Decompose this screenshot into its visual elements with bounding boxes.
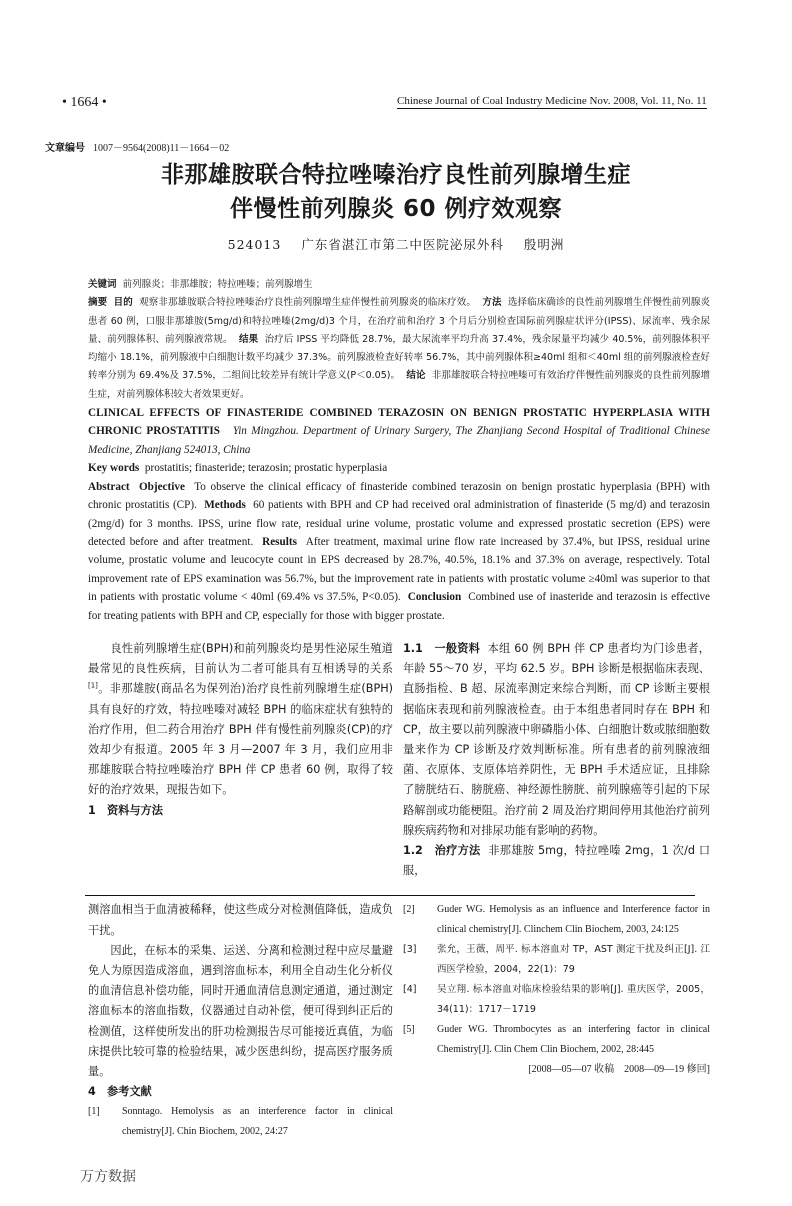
title-line-2: 伴慢性前列腺炎 60 例疗效观察 [229,196,563,222]
article-number [45,142,792,156]
en-title-block [88,404,710,459]
reference-3-text: 张允，王薇，周平. 标本溶血对 TP，AST 测定干扰及纠正[J]. 江西医学检验，2004，22(1)：79 [437,944,710,976]
cn-conclusion-label: 结论 [406,370,426,382]
references-heading: 4 参考文献 [88,1085,152,1099]
en-objective: To observe the clinical efficacy of finasteride combined terazosin on benign prostatic hyperplasia (BPH) with chronic prostatitis (CP). [88,480,710,512]
lower-paragraph-2: 因此，在标本的采集、运送、分离和检测过程中应尽量避免人为原因造成溶血，遇到溶血标本，利用全自动生化分析仪的血清信息补偿功能，同时开通血清信息测定通道，通过测定溶血标本的溶血指数，仪器通过自动补偿，便可得到纠正后的检测值，这样使所发出的肝功检测报告尽可能接近真值，为临床提供比较可靠的检验结果，减少医患纠纷，提高医疗服务质量。 [88,943,393,1079]
reference-5-number: [5] [403,1024,415,1036]
received-dates: [2008—05—07 收稿 2008—09—19 修回] [528,1064,710,1076]
en-title: CLINICAL EFFECTS OF FINASTERIDE COMBINED TERAZOSIN ON BENIGN PROSTATIC HYPERPLASIA WITH CHRONIC PROSTATITIS [88,407,710,438]
en-results: After treatment, maximal urine flow rate increased by 37.4%, but IPSS, residual urine volume, prostatic volume and leucocyte count in EPS decreased by 28.7%, 40.5%, 18.1% and 37.3% on average, respectively. Total improvement rate of EPS examination was 56.7%, but the improvement rate in patients with prostatic volume ≥40ml was superior to that in patients with prostatic volume < 40ml (69.4% vs 37.5%, P<0.05). [88,535,710,604]
cn-results-label: 结果 [238,333,259,345]
en-conclusion-label: Conclusion [407,591,462,604]
en-abstract-label: Abstract [88,480,130,493]
reference-2 [403,900,710,940]
intro-text-a: 良性前列腺增生症(BPH)和前列腺炎均是男性泌尿生殖道最常见的良性疾病，目前认为二者可能具有互相诱导的关系 [88,641,393,676]
body-upper-left [88,639,393,881]
cn-keywords-label: 关键词 [88,279,117,290]
intro-paragraph [88,639,393,801]
reference-4-text: 吴立翔. 标本溶血对临床检验结果的影响[J]. 重庆医学，2005，34(11)：1717－1719 [437,984,710,1016]
reference-2-text: Guder WG. Hemolysis as an influence and Interference factor in clinical chemistry[J]. Clinchem Clin Biochem, 2003, 24:125 [437,904,710,936]
running-header [0,0,792,142]
en-conclusion: Combined use of inasteride and terazosin is effective for treating patients with BPH and CP, especially for those with bigger prostate. [88,591,711,622]
section-1-2-label: 1.2 治疗方法 [403,843,481,857]
section-1-1-label: 1.1 一般资料 [403,641,481,655]
author-name: 殷明洲 [523,237,565,252]
section-1-1 [403,639,710,841]
body-lower-left [88,900,393,1142]
article-number-value: 1007－9564(2008)11－1664－02 [93,143,230,154]
en-abstract [88,478,710,625]
article-number-label: 文章编号 [45,143,85,154]
cn-methods: 选择临床确诊的良性前列腺增生伴慢性前列腺炎患者 60 例，口服非那雄胺(5mg/d)和特拉唑嗪(2mg/d)3 个月，在治疗前和治疗 3 个月后分别检查国际前列腺症状评分(IPSS)、尿流率、残余尿量、前列腺体积、前列腺液常规。 [88,297,710,345]
reference-3-number: [3] [403,944,417,956]
lower-paragraph-1: 测溶血相当于血清被稀释，使这些成分对检测值降低，造成负干扰。 [88,903,393,937]
affiliation: 广东省湛江市第二中医院泌尿外科 [301,237,504,252]
en-methods-label: Methods [204,499,246,512]
reference-1-number: [1] [88,1106,100,1118]
body-upper-right [403,639,710,881]
postcode: 524013 [227,237,282,252]
en-byline: Yin Mingzhou. Department of Urinary Surgery, The Zhanjiang Second Hospital of Traditional Chinese Medicine, Zhanjiang 524013, China [88,425,711,456]
cn-objective: 观察非那雄胺联合特拉唑嗪治疗良性前列腺增生症伴慢性前列腺炎的临床疗效。 [139,297,477,309]
cn-conclusion: 非那雄胺联合特拉唑嗪可有效治疗伴慢性前列腺炎的良性前列腺增生症，对前列腺体积较大者效果更好。 [88,370,710,400]
en-keywords-text: prostatitis; finasteride; terazosin; prostatic hyperplasia [144,462,388,475]
reference-1 [88,1102,393,1142]
cn-objective-label: 目的 [113,297,133,309]
cn-keywords [88,276,710,294]
section-1-heading: 1 资料与方法 [88,803,163,817]
author-line [0,236,792,254]
cn-abstract-label: 摘要 [88,297,108,309]
page-number: • 1664 • [62,95,107,110]
title-line-1: 非那雄胺联合特拉唑嗪治疗良性前列腺增生症 [161,162,631,188]
title-block [0,158,792,226]
section-separator [85,895,695,896]
citation-1: [1] [88,681,98,690]
en-objective-label: Objective [138,480,185,493]
reference-4 [403,980,710,1020]
section-1-2-text: 非那雄胺 5mg，特拉唑嗪 2mg，1 次/d 口服， [403,843,711,878]
body-lower-right [403,900,710,1142]
body-upper [88,639,710,881]
reference-2-number: [2] [403,904,415,916]
intro-text-b: 。非那雄胺(商品名为保列治)治疗良性前列腺增生症(BPH)具有良好的疗效，特拉唑嗪对减轻 BPH 的临床症状有独特的治疗作用，但二药合用治疗 BPH 伴有慢性前列腺炎(CP)的疗效却少有报道。2005 年 3 月—2007 年 3 月，我们应用非那雄胺联合特拉唑嗪治疗 BPH 伴 CP 患者 60 例，取得了较好的治疗效果，现报告如下。 [88,682,393,797]
body-lower [88,900,710,1142]
section-1-2 [403,841,710,881]
watermark-wanfang: 万方数据 [80,1169,136,1186]
cn-abstract [88,294,710,404]
en-methods: 60 patients with BPH and CP had received oral administration of finasteride (5 mg/d) and terazosin (2mg/d) for 3 months. IPSS, urine flow rate, residual urine volume, prostatic volume and expressed prostatic secretion (EPS) were detected before and after treatment. [88,499,711,548]
en-keywords [88,459,710,477]
en-keywords-label: Key words [88,462,140,475]
en-results-label: Results [262,535,297,548]
cn-keywords-text: 前列腺炎；非那雄胺；特拉唑嗪；前列腺增生 [122,279,313,290]
section-1-1-text: 本组 60 例 BPH 伴 CP 患者均为门诊患者，年龄 55～70 岁，平均 62.5 岁。BPH 诊断是根据临床表现、直肠指检、B 超、尿流率测定来综合判断，而 CP 诊断主要根据临床表现和前列腺液检查。由于本组患者同时存在 BPH 和 CP，故主要以前列腺液中卵磷脂小体、白细胞计数或脓细胞数量来作为 CP 诊断及疗效判断标准。所有患者的前列腺液细菌、衣原体、支原体培养阴性，无 BPH 手术适应证，且排除了膀胱结石、膀胱癌、神经源性膀胱、前列腺癌等引起的下尿路解剖或功能梗阻。治疗前 2 周及治疗期间停用其他治疗前列腺疾病药物和对排尿功能有影响的药物。 [403,641,710,837]
reference-3 [403,940,710,980]
cn-results: 治疗后 IPSS 平均降低 28.7%，最大尿流率平均升高 37.4%，残余尿量平均减少 40.5%，前列腺体积平均缩小 18.1%，前列腺液中白细胞计数平均减少 37.3%。前列腺液检查好转率 56.7%，其中前列腺体积≥40ml 组和＜40ml 组的前列腺液检查好转率分别为 69.4%及 37.5%，二组间比较差异有统计学意义(P＜0.05)。 [88,333,710,382]
cn-methods-label: 方法 [482,297,502,309]
reference-4-number: [4] [403,984,417,996]
journal-header: Chinese Journal of Coal Industry Medicine Nov. 2008, Vol. 11, No. 11 [397,95,707,107]
reference-1-text: Sonntago. Hemolysis as an interference factor in clinical chemistry[J]. Chin Biochem, 2002, 24:27 [122,1106,393,1138]
reference-5 [403,1020,710,1060]
reference-5-text: Guder WG. Thrombocytes as an interfering factor in clinical Chemistry[J]. Clin Chem Clin Biochem, 2002, 28:445 [437,1024,710,1056]
